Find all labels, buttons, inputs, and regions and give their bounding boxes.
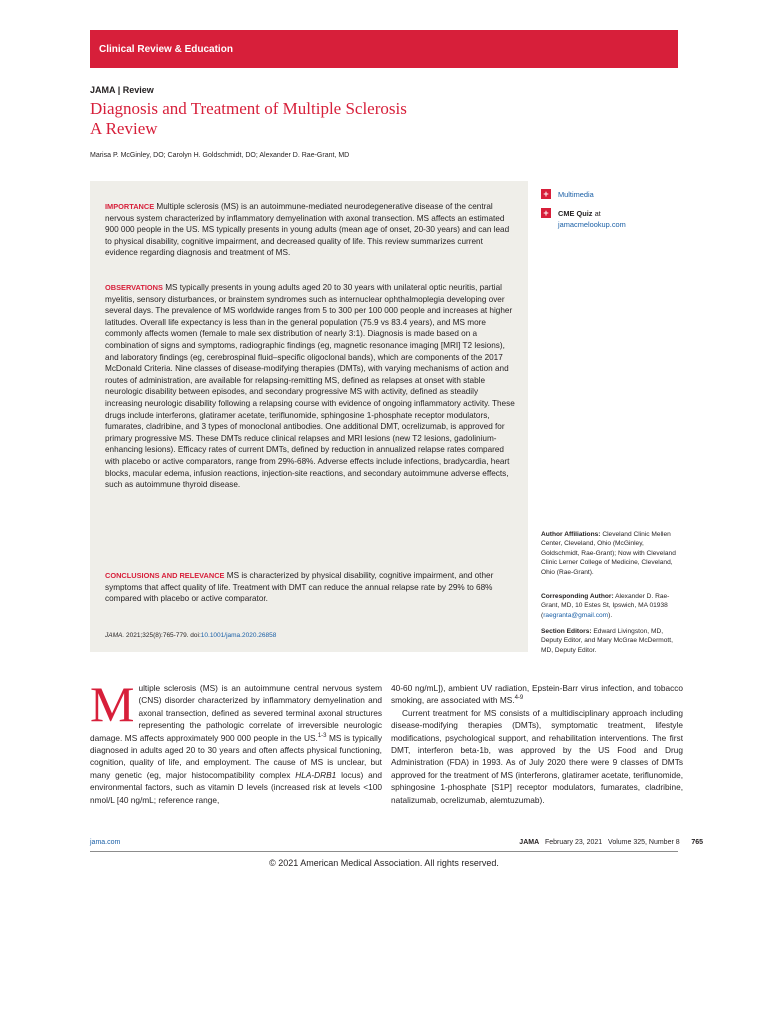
footer-site-link[interactable]: jama.com bbox=[90, 839, 121, 846]
abstract-conclusions bbox=[105, 570, 515, 605]
reference-sup: 1-3 bbox=[317, 732, 327, 739]
plus-icon: + bbox=[541, 189, 551, 199]
doi-link[interactable]: 10.1001/jama.2020.26858 bbox=[200, 632, 277, 639]
corresponding-end: ). bbox=[608, 611, 613, 619]
separator: | bbox=[117, 85, 121, 95]
page-number: 765 bbox=[691, 839, 703, 846]
corresponding-label: Corresponding Author: bbox=[541, 593, 614, 600]
footer-volume: Volume 325, Number 8 bbox=[608, 839, 680, 846]
editors-label: Section Editors: bbox=[541, 628, 592, 635]
copyright-notice: © 2021 American Medical Association. All rights reserved. bbox=[269, 858, 499, 868]
cme-quiz-text bbox=[558, 208, 626, 230]
observations-heading: OBSERVATIONS bbox=[105, 283, 163, 292]
abstract-box bbox=[90, 181, 528, 652]
footer-date: February 23, 2021 bbox=[544, 839, 603, 846]
reference-sup: 4-9 bbox=[514, 695, 524, 702]
title-main: Diagnosis and Treatment of Multiple Sclerosis bbox=[90, 99, 407, 118]
body-text: 40-60 ng/mL]), ambient UV radiation, Epstein-Barr virus infection, and tobacco smoking, are associated with MS. bbox=[391, 683, 683, 706]
drop-cap: M bbox=[90, 676, 135, 732]
intro-paragraph bbox=[90, 676, 382, 806]
section-banner bbox=[90, 30, 678, 68]
abstract-importance bbox=[105, 201, 515, 259]
cme-url[interactable]: jamacmelookup.com bbox=[558, 220, 626, 229]
citation-ref: 2021;325(8):765-779. doi: bbox=[125, 632, 201, 639]
importance-text: Multiple sclerosis (MS) is an autoimmune-mediated neurodegenerative disease of the central nervous system characterized by inflammatory demyelination with axonal transection. MS affects an estimated 900 000 people in the US. MS typically presents in young adults (mean age of onset, 20-30 years) and can lead to physical disability, cognitive impairment, and decreased quality of life. This review summarizes current evidence regarding diagnosis and treatment of MS. bbox=[105, 202, 510, 258]
body-text: locus) and environmental factors, such as vitamin D levels (increased risk at levels <100 nmol/L [40 ng/mL; reference range, bbox=[90, 769, 382, 805]
author-list: Marisa P. McGinley, DO; Carolyn H. Goldschmidt, DO; Alexander D. Rae-Grant, MD bbox=[90, 152, 350, 159]
title-subtitle: A Review bbox=[90, 119, 158, 138]
intro-continuation bbox=[391, 682, 683, 707]
body-text: MS is typically diagnosed in adults aged 20 to 30 years and often affects physical functioning, cognition, quality of life, and employment. The cause of MS is unclear, but many genetic (eg, major histocompatibility complex bbox=[90, 732, 382, 780]
body-column-left bbox=[90, 676, 382, 806]
conclusions-text: MS is characterized by physical disability, cognitive impairment, and other symptoms that affect quality of life. Treatment with DMT can reduce the annual relapse rate by 29% to 68% compared with placebo or active comparator. bbox=[105, 571, 494, 604]
footer-divider bbox=[90, 851, 678, 852]
author-affiliations bbox=[541, 530, 679, 577]
importance-heading: IMPORTANCE bbox=[105, 202, 155, 211]
article-title bbox=[90, 99, 407, 139]
gene-name: HLA-DRB1 bbox=[295, 769, 337, 780]
section-label: Clinical Review & Education bbox=[99, 44, 233, 55]
article-type: Review bbox=[122, 85, 154, 95]
email-link[interactable]: raegranta@gmail.com bbox=[543, 611, 609, 619]
corresponding-text: Alexander D. Rae-Grant, MD, 10 Estes St, Ipswich, MA 01938 ( bbox=[541, 593, 670, 619]
citation-journal: JAMA. bbox=[105, 632, 125, 639]
conclusions-heading: CONCLUSIONS AND RELEVANCE bbox=[105, 571, 225, 580]
footer-issue-info bbox=[519, 839, 703, 846]
footer-journal: JAMA bbox=[519, 839, 540, 846]
body-text: ultiple sclerosis (MS) is an autoimmune central nervous system (CNS) disorder characterized by inflammatory demyelination and axonal transection, defined as severed terminal axonal structures representing the pathologic correlate of irreversible neurologic damage. MS affects approximately 900 000 people in the US. bbox=[90, 683, 382, 743]
editors-text: Edward Livingston, MD, Deputy Editor, and Mary McGrae McDermott, MD, Deputy Editor. bbox=[541, 628, 673, 654]
plus-icon: + bbox=[541, 208, 551, 218]
observations-text: MS typically presents in young adults aged 20 to 30 years with unilateral optic neuritis, partial myelitis, sensory disturbances, or brainstem syndromes such as internuclear ophthalmoplegia developing over several days. The prevalence of MS worldwide ranges from 5 to 300 per 100 000 people and increases at higher latitudes. Overall life expectancy is less than in the general population (75.9 vs 83.4 years), and MS more commonly affects women (female to male sex distribution of nearly 3:1). Diagnosis is made based on a combination of signs and symptoms, radiographic findings (eg, magnetic resonance imaging [MRI] T2 lesions), and laboratory findings (eg, cerebrospinal fluid–specific oligoclonal bands), which are components of the 2017 McDonald Criteria. Nine classes of disease-modifying therapies (DMTs), with varying mechanisms of action and routes of administration, are available for relapsing-remitting MS, defined as relapses at onset with stable neurologic disability between episodes, and secondary progressive MS with activity, defined as steadily increasing neurologic disability following a relapsing course with evidence of ongoing inflammatory activity. These drugs include interferons, glatiramer acetate, teriflunomide, sphingosine 1-phosphate receptor modulators, fumarates, cladribine, and 3 types of monoclonal antibodies. One additional DMT, ocrelizumab, is approved for primary progressive MS. These DMTs reduce clinical relapses and MRI lesions (new T2 lesions, gadolinium-enhancing lesions). Efficacy rates of current DMTs, defined by reduction in annualized relapse rates compared with placebo or active comparators, range from 29%-68%. Adverse effects include infections, bradycardia, heart blocks, macular edema, infusion reactions, injection-site reactions, and secondary autoimmune adverse effects, such as autoimmune thyroid disease. bbox=[105, 283, 515, 490]
affiliations-text: Cleveland Clinic Mellen Center, Cleveland, Ohio (McGinley, Goldschmidt, Rae-Grant); Now with Cleveland Clinic Lerner College of Medicine, Cleveland, Ohio (Rae-Grant). bbox=[541, 531, 676, 576]
corresponding-author bbox=[541, 592, 679, 620]
citation bbox=[105, 632, 276, 639]
multimedia-label[interactable]: Multimedia bbox=[558, 190, 594, 199]
affiliations-label: Author Affiliations: bbox=[541, 531, 601, 538]
section-editors bbox=[541, 627, 679, 655]
treatment-paragraph: Current treatment for MS consists of a multidisciplinary approach including disease-modifying therapies (DMTs), symptomatic treatment, lifestyle modifications, psychological support, and rehabilitation interventions. The first DMT, interferon beta-1b, was approved by the US Food and Drug Administration (FDA) in 1993. As of July 2020 there were 9 classes of DMTs approved for the treatment of MS (interferons, glatiramer acetate, teriflunomide, sphingosine 1-phosphate [S1P] receptor modulators, fumarates, cladribine, natalizumab, ocrelizumab, alemtuzumab). bbox=[391, 707, 683, 805]
cme-quiz-label: CME Quiz bbox=[558, 209, 593, 218]
cme-at: at bbox=[594, 209, 601, 218]
body-column-right bbox=[391, 682, 683, 806]
abstract-observations bbox=[105, 282, 515, 491]
journal-name: JAMA bbox=[90, 85, 116, 95]
article-type-line bbox=[90, 85, 154, 95]
